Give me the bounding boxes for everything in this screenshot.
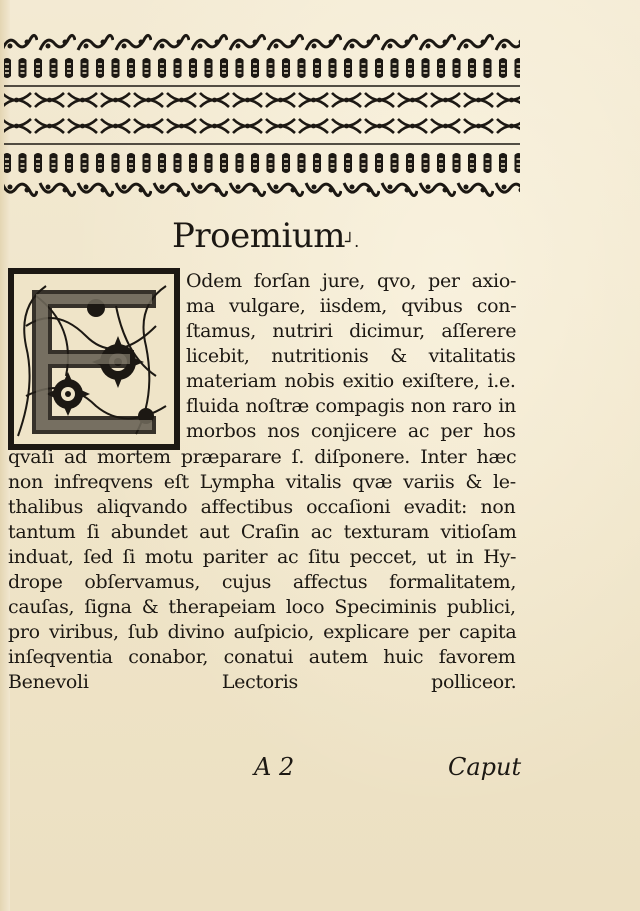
text-line: Odem forſan jure, qvo, per axio- [186,270,517,292]
text-line: materiam nobis exitio exiſtere, i.e. [186,370,516,392]
decorated-initial-e [6,266,182,452]
title-text: Proemium [172,216,345,256]
text-line: tantum ſi abundet aut Craſin ac texturam vitioſam [8,521,517,543]
text-line: inſeqventia conabor, conatui autem huic favorem [8,646,516,668]
ornament-band-leaves-top [0,55,640,85]
text-line: licebit, nutritionis & vitalitatis [186,345,516,367]
text-line: drope obſervamus, cujus affectus formalitatem, [8,571,517,593]
text-line: cauſas, ſigna & therapeiam loco Speciminis publici, [8,596,516,618]
signature-mark: A 2 [254,753,295,781]
text-line: ſtamus, nutriri dicimur, aſſerere [186,320,517,342]
page-title [172,216,359,262]
title-flourish: ┘. [344,232,359,251]
text-line: pro viribus, ſub divino auſpicio, explicare per capita [8,621,517,643]
text-line: qvaſi ad mortem præparare ſ. diſponere. Inter hæc [8,446,517,468]
text-line: induat, ſed ſi motu pariter ac ſitu peccet, ut in Hy- [8,546,517,568]
text-line: non infreqvens eſt Lympha vitalis qvæ variis & le- [8,471,516,493]
catchword: Caput [448,753,522,781]
text-line: ma vulgare, iisdem, qvibus con- [186,295,517,317]
text-line: fluida noſtræ compagis non raro in [186,395,516,417]
text-line: morbos nos conjicere ac per hos [186,420,516,442]
text-line: Benevoli Lectoris polliceor. [8,671,517,693]
ornament-band-scroll-bottom [0,175,640,205]
text-line: thalibus aliqvando affectibus occaſioni evadit: non [8,496,516,518]
